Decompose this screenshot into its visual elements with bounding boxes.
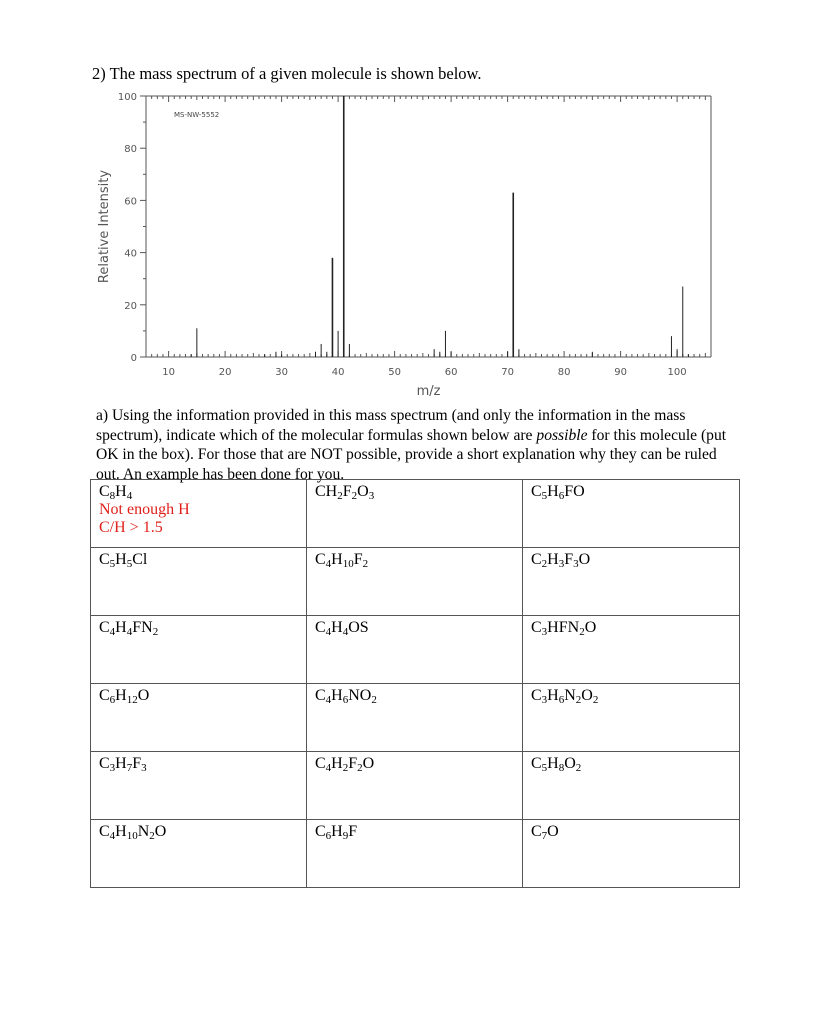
formula-cell[interactable] <box>91 820 307 888</box>
example-answer-note: C/H > 1.5 <box>99 519 163 536</box>
table-row <box>91 548 740 616</box>
part-a-instructions <box>96 406 736 484</box>
molecular-formula: $C_7O$ <box>531 823 559 842</box>
molecular-formula: $C_4H_6NO_2$ <box>315 687 377 706</box>
formula-cell[interactable] <box>307 820 523 888</box>
formula-cell[interactable] <box>91 548 307 616</box>
molecular-formula: $CH_2F_2O_3$ <box>315 483 375 502</box>
y-tick-label: 80 <box>124 144 137 156</box>
x-tick-label: 70 <box>501 367 514 378</box>
x-tick-label: 20 <box>218 367 232 378</box>
example-answer-note: Not enough H <box>99 501 190 518</box>
x-tick-label: 30 <box>275 367 288 378</box>
molecular-formula: $C_4H_4OS$ <box>315 619 369 638</box>
table-row <box>91 752 740 820</box>
y-tick-label: 0 <box>130 353 137 364</box>
molecular-formula: $C_5H_6FO$ <box>531 483 585 502</box>
table-row <box>91 820 740 888</box>
y-tick-label: 40 <box>124 248 137 260</box>
molecular-formula: $C_8H_4$ <box>99 483 133 502</box>
formula-cell[interactable] <box>91 752 307 820</box>
molecular-formula: $C_5H_5Cl$ <box>99 551 148 570</box>
y-tick-label: 100 <box>117 92 137 103</box>
molecular-formula: $C_6H_9F$ <box>315 823 358 842</box>
formula-cell[interactable] <box>307 752 523 820</box>
formula-cell[interactable] <box>523 684 740 752</box>
question-heading: 2) The mass spectrum of a given molecule is shown below. <box>92 64 482 83</box>
formula-table <box>90 479 740 888</box>
molecular-formula: $C_5H_8O_2$ <box>531 755 582 774</box>
y-tick-label: 60 <box>124 196 137 208</box>
y-axis-label: Relative Intensity <box>97 169 112 284</box>
x-tick-label: 10 <box>162 367 175 378</box>
formula-cell[interactable] <box>523 548 740 616</box>
x-tick-label: 100 <box>667 367 687 378</box>
x-tick-label: 90 <box>614 367 627 378</box>
formula-cell[interactable] <box>307 616 523 684</box>
x-tick-label: 50 <box>388 367 401 378</box>
molecular-formula: $C_6H_{12}O$ <box>99 687 150 706</box>
molecular-formula: $C_4H_{10}N_2O$ <box>99 823 167 842</box>
x-tick-label: 40 <box>331 367 345 378</box>
x-axis-label: m/z <box>416 384 441 399</box>
molecular-formula: $C_2H_3F_3O$ <box>531 551 591 570</box>
formula-cell[interactable] <box>523 752 740 820</box>
formula-cell[interactable] <box>523 616 740 684</box>
formula-cell[interactable] <box>523 820 740 888</box>
part-a-text-end: for this molecule (put OK in the box). For those that are NOT possible, provide a short explanation why they can be ruled out. An example has been done for you. <box>96 426 727 483</box>
x-tick-label: 60 <box>444 367 458 378</box>
molecular-formula: $C_4H_4FN_2$ <box>99 619 159 638</box>
molecular-formula: $C_4H_2F_2O$ <box>315 755 375 774</box>
spectrum-id-label: MS-NW-5552 <box>174 111 220 119</box>
molecular-formula: $C_3H_7F_3$ <box>99 755 147 774</box>
molecular-formula: $C_3HFN_2O$ <box>531 619 597 638</box>
x-tick-label: 80 <box>557 367 571 378</box>
table-row <box>91 684 740 752</box>
table-row <box>91 480 740 548</box>
molecular-formula: $C_4H_{10}F_2$ <box>315 551 369 570</box>
formula-cell[interactable] <box>91 684 307 752</box>
formula-cell[interactable] <box>523 480 740 548</box>
formula-cell[interactable] <box>307 684 523 752</box>
part-a-text-start: a) Using the information provided in this mass spectrum (and only the information in the mass spectrum), indicate which of the molecular formulas shown below are <box>96 407 686 444</box>
formula-cell[interactable] <box>91 480 307 548</box>
table-row <box>91 616 740 684</box>
formula-cell[interactable] <box>91 616 307 684</box>
y-tick-label: 20 <box>124 300 137 312</box>
part-a-emphasis: possible <box>536 426 588 444</box>
molecular-formula: $C_3H_6N_2O_2$ <box>531 687 599 706</box>
mass-spectrum-chart <box>0 0 816 410</box>
formula-cell[interactable] <box>307 548 523 616</box>
formula-cell[interactable] <box>307 480 523 548</box>
